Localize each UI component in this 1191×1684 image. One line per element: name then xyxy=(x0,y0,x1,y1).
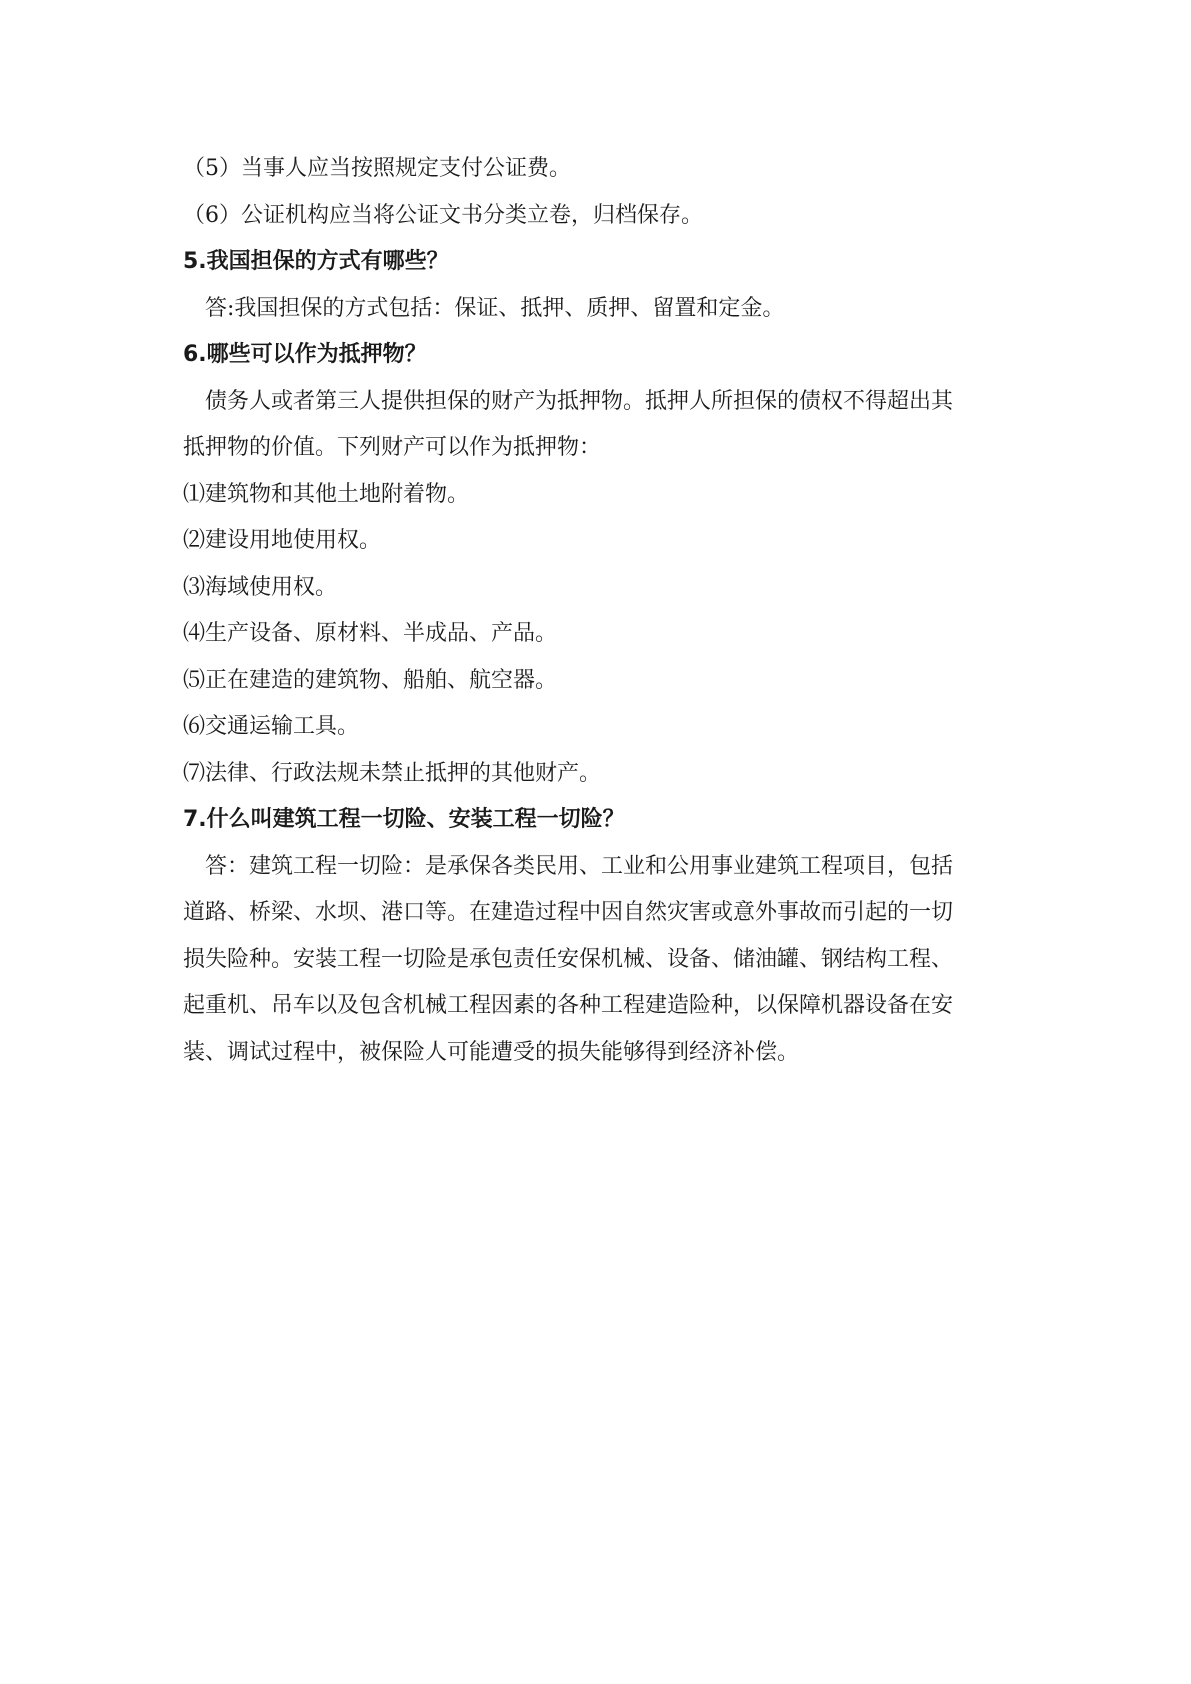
question-6-paragraph-line: 抵押物的价值。下列财产可以作为抵押物： xyxy=(183,435,602,460)
question-7-answer-line: 损失险种。安装工程一切险是承包责任安保机械、设备、储油罐、钢结构工程、 xyxy=(183,946,954,972)
list-item: ⑴建筑物和其他土地附着物。 xyxy=(183,481,470,507)
list-item: ⑺法律、行政法规未禁止抵押的其他财产。 xyxy=(183,760,602,786)
list-item: ⑵建设用地使用权。 xyxy=(183,528,382,553)
list-item: （6）公证机构应当将公证文书分类立卷，归档保存。 xyxy=(183,202,703,228)
question-5-answer: 答:我国担保的方式包括：保证、抵押、质押、留置和定金。 xyxy=(205,295,785,321)
document-body xyxy=(183,146,1013,1076)
list-item: ⑶海域使用权。 xyxy=(183,574,338,600)
list-item: ⑹交通运输工具。 xyxy=(183,714,360,739)
list-item: ⑸正在建造的建筑物、船舶、航空器。 xyxy=(183,667,558,693)
question-6-heading: 6.哪些可以作为抵押物？ xyxy=(183,342,427,367)
question-6-paragraph-line: 债务人或者第三人提供担保的财产为抵押物。抵押人所担保的债权不得超出其 xyxy=(205,388,954,414)
question-7-answer-line: 道路、桥梁、水坝、港口等。在建造过程中因自然灾害或意外事故而引起的一切 xyxy=(183,900,954,925)
question-7-heading: 7.什么叫建筑工程一切险、安装工程一切险？ xyxy=(183,807,625,832)
question-7-answer-line: 答：建筑工程一切险：是承保各类民用、工业和公用事业建筑工程项目，包括 xyxy=(205,853,954,879)
question-5-heading: 5.我国担保的方式有哪些？ xyxy=(183,249,449,274)
list-item: ⑷生产设备、原材料、半成品、产品。 xyxy=(183,621,558,646)
list-item: （5）当事人应当按照规定支付公证费。 xyxy=(183,156,571,181)
question-7-answer-line: 装、调试过程中，被保险人可能遭受的损失能够得到经济补偿。 xyxy=(183,1039,800,1065)
question-7-answer-line: 起重机、吊车以及包含机械工程因素的各种工程建造险种，以保障机器设备在安 xyxy=(183,993,954,1018)
